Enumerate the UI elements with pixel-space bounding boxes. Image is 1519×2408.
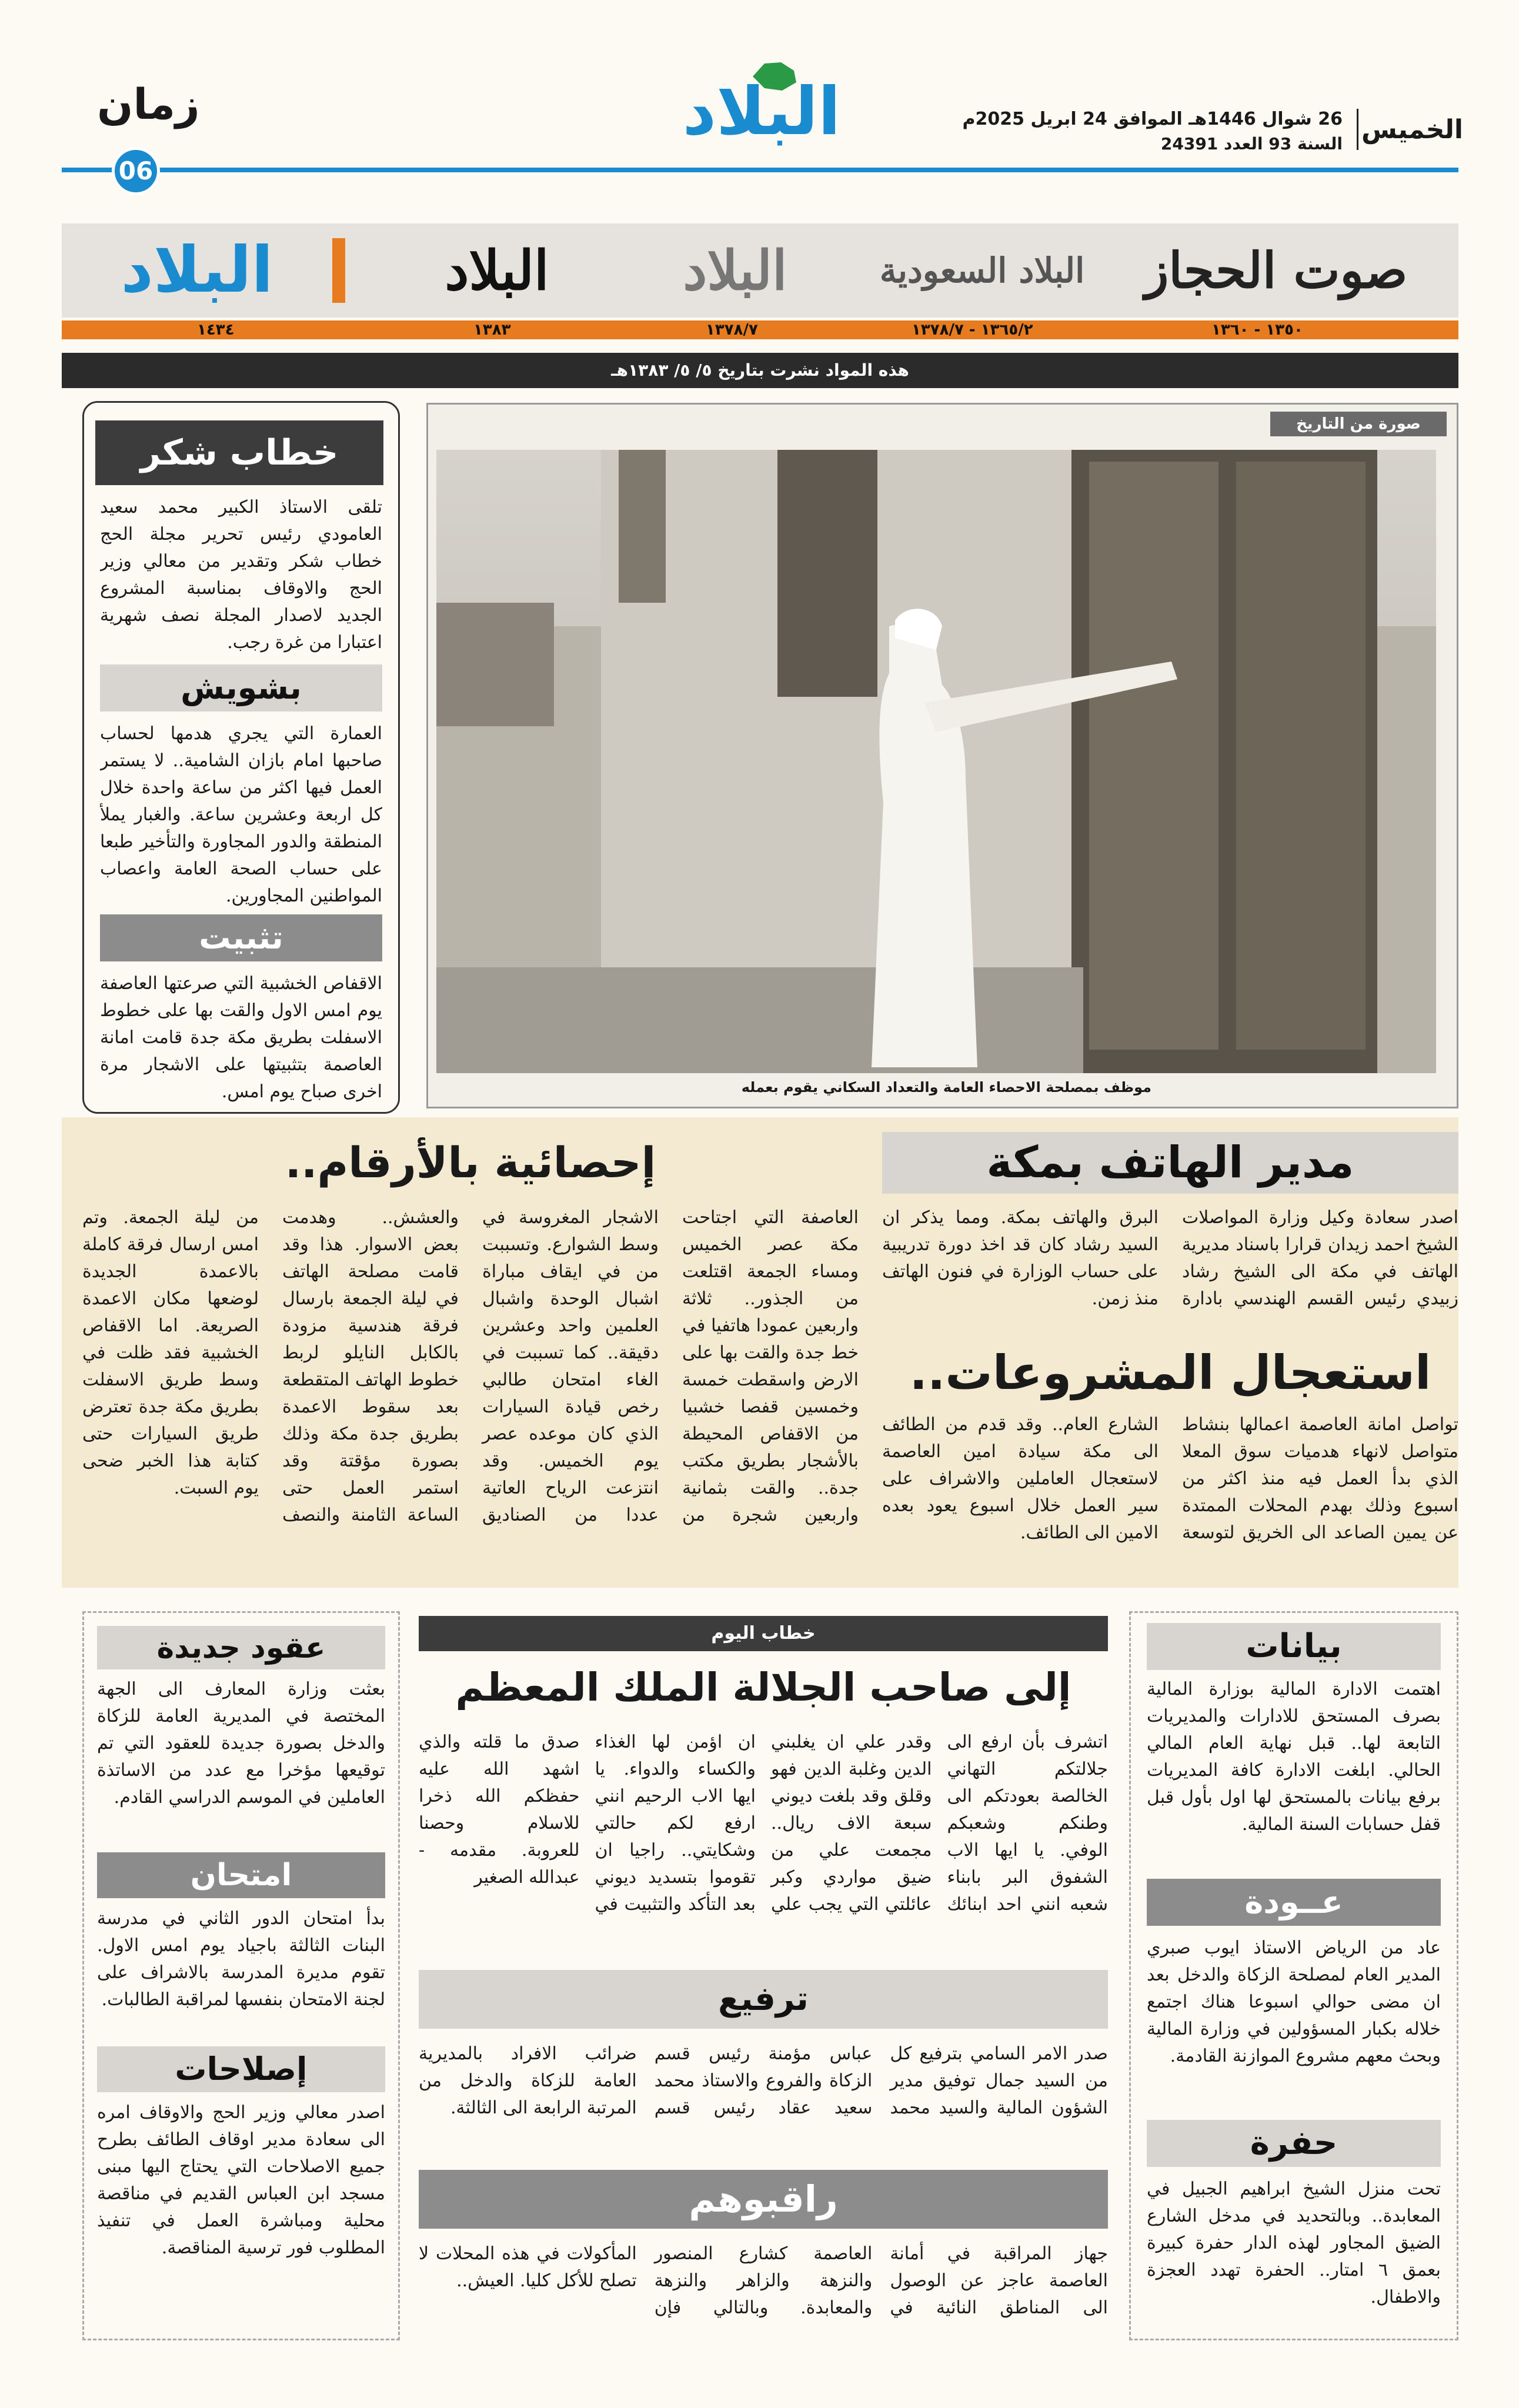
return-text: عاد من الرياض الاستاذ ايوب صبري المدير العام لمصلحة الزكاة والدخل بعد ان مضى حوالي اسبوعا هناك اجتمع خلاله بكبار المسؤولين في وزارة المالية وبحث معهم مشروع الموازنة القادمة. [1147, 1938, 1441, 2066]
masthead-sawt-alhijaz: صوت الحجاز [1144, 241, 1408, 299]
stats-title: إحصائية بالأرقام.. [285, 1138, 656, 1187]
repairs-text: اصدر معالي وزير الحج والاوقاف امره الى سعادة مدير اوقاف الطائف بطرح جميع الاصلاحات التي يحتاج اليها مبنى مسجد ابن العباس القديم في مناقصة محلية ومباشرة العمل في تنفيذ المطلوب فور ترسية المناقصة. [97, 2102, 385, 2258]
watch-title: راقبوهم [689, 2177, 838, 2220]
sidebar-thanks-title: خطاب شكر [95, 420, 383, 485]
day-label: الخميس [1361, 115, 1463, 145]
watch-title-bg [419, 2170, 1108, 2229]
promotion-title: ترفيع [419, 1970, 1108, 2029]
years-1383: ١٣٨٣ [473, 321, 511, 339]
letter-label: خطاب اليوم [419, 1616, 1108, 1651]
years-sawt: ١٣٥٠ - ١٣٦٠ [1211, 321, 1303, 339]
sidebar-fix-title-bg [100, 914, 382, 961]
return-title-bg [1147, 1879, 1441, 1926]
masthead-albilad-1383: البلاد [445, 239, 549, 302]
phone-text: اصدر سعادة وكيل وزارة المواصلات الشيخ احمد زيدان قرارا باسناد مديرية الهاتف في مكة الى الشيخ رشاد زبيدي رئيس القسم الهندسي بادارة البرق والهاتف بمكة. ومما يذكر ان السيد رشاد كان قد اخذ دورة تدريبية على حساب الوزارة في فنون الهاتف منذ زمن. [882, 1207, 1458, 1309]
photo-tag [1270, 412, 1447, 436]
historical-photo [436, 450, 1436, 1073]
photo-caption: موظف بمصلحة الاحصاء العامة والتعداد السكاني يقوم بعمله [741, 1079, 1151, 1096]
repairs-title: إصلاحات [97, 2046, 385, 2092]
projects-text: تواصل امانة العاصمة اعمالها بنشاط متواصل لانهاء هدميات سوق المعلا الذي بدأ العمل فيه منذ اكثر من اسبوع وذلك بهدم المحلات الممتدة عن يمين الصاعد الى الخريق لتوسعة الشارع العام.. وقد قدم من الطائف الى مكة سيادة امين العاصمة لاستعجال العاملين والاشراف على سير العمل خلال اسبوع يعود بعده الامين الى الطائف. [882, 1414, 1458, 1543]
exam-title: امتحان [190, 1858, 292, 1893]
statements-title: بيانات [1147, 1623, 1441, 1670]
sidebar-fix-title: تثبيت [199, 919, 283, 956]
logo-text: البلاد [682, 74, 841, 150]
published-note-bar [62, 353, 1458, 388]
projects-title: استعجال المشروعات.. [909, 1345, 1431, 1400]
years-1434: ١٤٣٤ [197, 321, 235, 339]
sidebar-fix-text: الاقفاص الخشبية التي صرعتها العاصفة يوم امس الاول والقت بها على خطوط الاسفلت بطريق مكة جدة قامت امانة العاصمة بتثبيتها على الاشجار مرة اخرى صباح يوم امس. [100, 973, 382, 1102]
masthead-albilad-1378: البلاد [683, 239, 787, 302]
section-title: زمان [97, 79, 200, 129]
new-contracts-title: عقود جديدة [97, 1626, 385, 1669]
sidebar-slowly-title: بشويش [100, 664, 382, 712]
phone-title: مدير الهاتف بمكة [882, 1132, 1458, 1194]
masthead-albilad-1434-text: البلاد [121, 233, 273, 307]
photo-illustration [436, 450, 1436, 1073]
statements-text: اهتمت الادارة المالية بوزارة المالية بصرف المستحق للادارات والمديريات التابعة لها.. قبل نهاية العام المالي الحالي. ابلغت الادارة كافة المديريات برفع بيانات بالمستحق لها اول بأول قبل قفل حسابات السنة المالية. [1147, 1679, 1441, 1835]
years-1378: ١٣٧٨/٧ [706, 321, 758, 339]
promotion-text: صدر الامر السامي بترفيع كل من السيد جمال توفيق مدير الشؤون المالية والسيد محمد عباس مؤمنة رئيس قسم الزكاة والفروع والاستاذ محمد سعيد عقاد رئيس قسم ضرائب الافراد بالمديرية العامة للزكاة والدخل من المرتبة الرابعة الى الثالثة. [419, 2043, 1108, 2118]
letter-title: إلى صاحب الجلالة الملك المعظم [455, 1665, 1071, 1710]
exam-title-bg [97, 1852, 385, 1898]
watch-text: جهاز المراقبة في أمانة العاصمة عاجز عن الوصول الى المناطق النائية في العاصمة كشارع المنصور والنزهة والزاهر والنزهة والمعابدة. وبالتالي فإن المأكولات في هذه المحلات لا تصلح للأكل كليا. العيش.. [419, 2243, 1108, 2318]
header-divider [1357, 109, 1358, 150]
published-note: هذه المواد نشرت بتاريخ ٥/ ٥/ ١٣٨٣هـ [611, 360, 909, 380]
date-line: 26 شوال 1446هـ الموافق 24 ابريل 2025م [962, 109, 1343, 129]
exam-text: بدأ امتحان الدور الثاني في مدرسة البنات الثالثة باجياد يوم امس الاول. تقوم مديرة المدرسة بالاشراف على لجنة الامتحان بنفسها لمراقبة الطالبات. [97, 1908, 385, 2010]
masthead-logo [659, 59, 864, 150]
pit-text: تحت منزل الشيخ ابراهيم الجبيل في المعابدة.. وبالتحديد في مدخل الشارع الضيق المجاور لهذه الدار حفرة كبيرة بعمق ٦ امتار.. الحفرة تهدد العجزة والاطفال. [1147, 2179, 1441, 2307]
header-rule [62, 168, 1458, 172]
page-number-badge [112, 147, 160, 195]
masthead-albilad-1434-stripe [332, 238, 345, 303]
photo-tag-text: صورة من التاريخ [1296, 415, 1421, 433]
sidebar-slowly-text: العمارة التي يجري هدمها لحساب صاحبها امام بازان الشامية.. لا يستمر العمل فيها اكثر من ساعة واحدة خلال كل اربعة وعشرين ساعة. والغبار يملأ المنطقة والدور المجاورة والتأخير طبعا على حساب الصحة العامة واعصاب المواطنين المجاورين. [100, 723, 382, 906]
return-title: عــودة [1244, 1883, 1343, 1921]
sidebar-thanks-text: تلقى الاستاذ الكبير محمد سعيد العامودي رئيس تحرير مجلة الحج خطاب شكر وتقدير من معالي وزير الحج والاوقاف بمناسبة المشروع الجديد لاصدار المجلة نصف شهرية اعتبارا من غرة رجب. [100, 497, 382, 653]
stats-text: العاصفة التي اجتاحت مكة عصر الخميس ومساء الجمعة اقتلعت من الجذور.. ثلاثة واربعين عمودا هاتفيا في خط جدة والقت بها على الارض واسقطت خمسة وخمسين قفصا خشبيا من الاقفاص المحيطة بالأشجار بطريق مكتب جدة.. والقت بثمانية واربعين شجرة من الاشجار المغروسة في وسط الشوارع. وتسببت من في ايقاف مباراة اشبال الوحدة واشبال العلمين واحد وعشرين دقيقة.. كما تسببت في الغاء امتحان طالبي رخص قيادة السيارات الذي كان موعده عصر يوم الخميس. وقد انتزعت الرياح العاتية عددا من الصناديق والعشش.. وهدمت بعض الاسوار. هذا وقد قامت مصلحة الهاتف في ليلة الجمعة بارسال فرقة هندسية مزودة بالكابل النايلو لربط خطوط الهاتف المتقطعة بعد سقوط الاعمدة بطريق جدة مكة وذلك بصورة مؤقتة وقد استمر العمل حتى الساعة الثامنة والنصف من ليلة الجمعة. وتم امس ارسال فرقة كاملة بالاعمدة الجديدة لوضعها مكان الاعمدة الصريعة. اما الاقفاص الخشبية فقد ظلت في وسط طريق الاسفلت بطريق مكة جدة تعترض طريق السيارات حتى كتابة هذا الخبر ضحى يوم السبت. [82, 1207, 859, 1525]
years-saudia: ١٣٦٥/٢ - ١٣٧٨/٧ [912, 321, 1033, 339]
issue-line: السنة 93 العدد 24391 [1160, 134, 1343, 153]
letter-text: اتشرف بأن ارفع الى جلالتكم التهاني الخالصة بعودتكم الى وطنكم وشعبكم الوفي. يا ايها الاب الشفوق البر بابناء شعبه انني احد ابنائك وقدر علي ان يغلبني الدين وغلبة الدين فهو وقلق وقد بلغت ديوني سبعة الاف ريال.. مجمعت علي من ضيق مواردي وكبر عائلتي التي يجب علي ان اؤمن لها الغذاء والكساء والدواء. يا ايها الاب الرحيم انني ارفع لكم حالتي وشكايتي.. راجيا ان تقوموا بتسديد ديوني بعد التأكد والتثبيت في صدق ما قلته والذي اشهد الله عليه حفظكم الله ذخرا للاسلام وحصنا للعروبة. مقدمه - عبدالله الصغير [419, 1732, 1108, 1915]
page-number: 06 [118, 156, 153, 185]
masthead-albilad-1434 [74, 232, 356, 309]
masthead-albilad-alsaudia: البلاد السعودية [879, 251, 1085, 290]
pit-title: حفرة [1147, 2120, 1441, 2167]
new-contracts-text: بعثت وزارة المعارف الى الجهة المختصة في المديرية العامة للزكاة والدخل بصورة جديدة للعقود التي تم توقيعها مؤخرا مع عدد من الاساتذة العاملين في الموسم الدراسي القادم. [97, 1679, 385, 1808]
